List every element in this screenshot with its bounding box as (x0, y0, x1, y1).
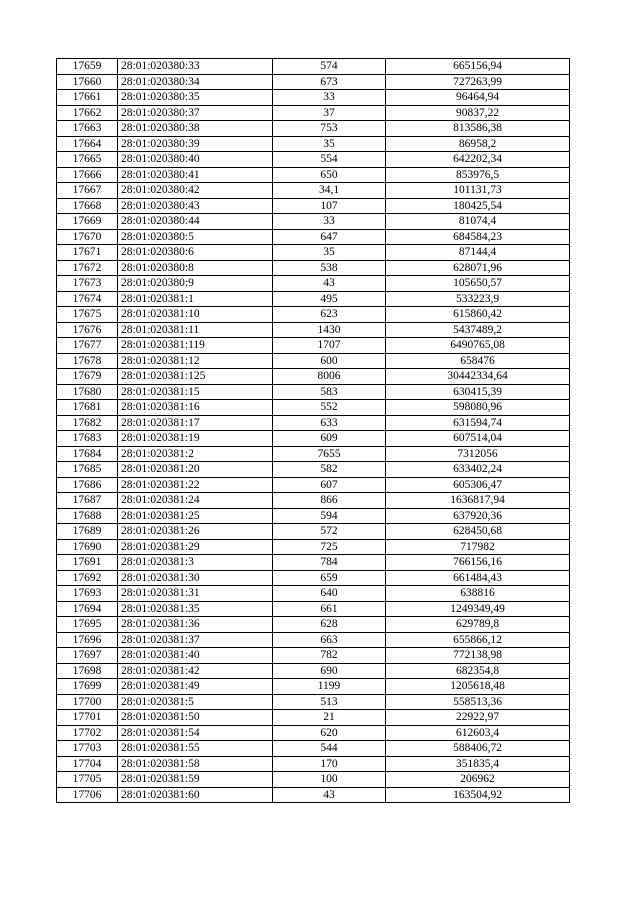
cadastral-value-cell: 655866,12 (386, 632, 570, 648)
row-number-cell: 17693 (57, 586, 118, 602)
table-row (57, 121, 570, 137)
cadastral-number-cell: 28:01:020381:22 (118, 477, 273, 493)
cadastral-number-cell: 28:01:020381:37 (118, 632, 273, 648)
table-row (57, 276, 570, 292)
row-number-cell: 17661 (57, 90, 118, 106)
table-row (57, 384, 570, 400)
cadastral-value-cell: 598080,96 (386, 400, 570, 416)
area-cell: 35 (273, 245, 386, 261)
table-row (57, 493, 570, 509)
cadastral-value-cell: 7312056 (386, 446, 570, 462)
area-cell: 594 (273, 508, 386, 524)
area-cell: 866 (273, 493, 386, 509)
area-cell: 8006 (273, 369, 386, 385)
table-row (57, 136, 570, 152)
cadastral-value-cell: 628450,68 (386, 524, 570, 540)
cadastral-value-cell: 607514,04 (386, 431, 570, 447)
table-row (57, 105, 570, 121)
table-row (57, 772, 570, 788)
row-number-cell: 17705 (57, 772, 118, 788)
row-number-cell: 17678 (57, 353, 118, 369)
area-cell: 725 (273, 539, 386, 555)
area-cell: 170 (273, 756, 386, 772)
area-cell: 513 (273, 694, 386, 710)
cadastral-value-cell: 588406,72 (386, 741, 570, 757)
row-number-cell: 17675 (57, 307, 118, 323)
table-row (57, 539, 570, 555)
cadastral-number-cell: 28:01:020381:12 (118, 353, 273, 369)
cadastral-number-cell: 28:01:020381:36 (118, 617, 273, 633)
cadastral-number-cell: 28:01:020380:39 (118, 136, 273, 152)
row-number-cell: 17677 (57, 338, 118, 354)
cadastral-number-cell: 28:01:020381:16 (118, 400, 273, 416)
row-number-cell: 17692 (57, 570, 118, 586)
table-row (57, 74, 570, 90)
row-number-cell: 17691 (57, 555, 118, 571)
area-cell: 7655 (273, 446, 386, 462)
row-number-cell: 17683 (57, 431, 118, 447)
area-cell: 21 (273, 710, 386, 726)
cadastral-number-cell: 28:01:020381:17 (118, 415, 273, 431)
table-row (57, 756, 570, 772)
cadastral-value-cell: 6490765,08 (386, 338, 570, 354)
row-number-cell: 17699 (57, 679, 118, 695)
cadastral-value-cell: 1636817,94 (386, 493, 570, 509)
cadastral-number-cell: 28:01:020381:24 (118, 493, 273, 509)
table-row (57, 307, 570, 323)
row-number-cell: 17685 (57, 462, 118, 478)
cadastral-number-cell: 28:01:020381:55 (118, 741, 273, 757)
cadastral-number-cell: 28:01:020381:29 (118, 539, 273, 555)
cadastral-number-cell: 28:01:020381:3 (118, 555, 273, 571)
cadastral-value-cell: 772138,98 (386, 648, 570, 664)
cadastral-number-cell: 28:01:020381:20 (118, 462, 273, 478)
cadastral-number-cell: 28:01:020381:1 (118, 291, 273, 307)
area-cell: 607 (273, 477, 386, 493)
area-cell: 552 (273, 400, 386, 416)
area-cell: 640 (273, 586, 386, 602)
cadastral-value-cell: 630415,39 (386, 384, 570, 400)
table-row (57, 632, 570, 648)
table-row (57, 431, 570, 447)
cadastral-value-cell: 5437489,2 (386, 322, 570, 338)
cadastral-number-cell: 28:01:020380:41 (118, 167, 273, 183)
cadastral-number-cell: 28:01:020381:11 (118, 322, 273, 338)
table-row (57, 586, 570, 602)
row-number-cell: 17663 (57, 121, 118, 137)
cadastral-number-cell: 28:01:020380:40 (118, 152, 273, 168)
row-number-cell: 17662 (57, 105, 118, 121)
cadastral-value-cell: 638816 (386, 586, 570, 602)
cadastral-number-cell: 28:01:020380:9 (118, 276, 273, 292)
table-row (57, 446, 570, 462)
area-cell: 753 (273, 121, 386, 137)
area-cell: 33 (273, 214, 386, 230)
area-cell: 37 (273, 105, 386, 121)
table-row (57, 260, 570, 276)
row-number-cell: 17665 (57, 152, 118, 168)
row-number-cell: 17690 (57, 539, 118, 555)
cadastral-value-cell: 665156,94 (386, 59, 570, 75)
cadastral-value-cell: 629789,8 (386, 617, 570, 633)
area-cell: 663 (273, 632, 386, 648)
row-number-cell: 17668 (57, 198, 118, 214)
cadastral-number-cell: 28:01:020381:10 (118, 307, 273, 323)
cadastral-value-cell: 633402,24 (386, 462, 570, 478)
cadastral-value-cell: 628071,96 (386, 260, 570, 276)
cadastral-number-cell: 28:01:020381:15 (118, 384, 273, 400)
area-cell: 782 (273, 648, 386, 664)
cadastral-number-cell: 28:01:020380:44 (118, 214, 273, 230)
cadastral-value-cell: 813586,38 (386, 121, 570, 137)
row-number-cell: 17696 (57, 632, 118, 648)
cadastral-number-cell: 28:01:020380:5 (118, 229, 273, 245)
table-row (57, 570, 570, 586)
cadastral-number-cell: 28:01:020381:42 (118, 663, 273, 679)
cadastral-number-cell: 28:01:020381:50 (118, 710, 273, 726)
table-row (57, 198, 570, 214)
area-cell: 35 (273, 136, 386, 152)
area-cell: 100 (273, 772, 386, 788)
table-row (57, 617, 570, 633)
row-number-cell: 17684 (57, 446, 118, 462)
cadastral-number-cell: 28:01:020380:42 (118, 183, 273, 199)
row-number-cell: 17697 (57, 648, 118, 664)
cadastral-number-cell: 28:01:020380:37 (118, 105, 273, 121)
row-number-cell: 17680 (57, 384, 118, 400)
table-row (57, 353, 570, 369)
table-row (57, 741, 570, 757)
area-cell: 623 (273, 307, 386, 323)
area-cell: 661 (273, 601, 386, 617)
row-number-cell: 17695 (57, 617, 118, 633)
cadastral-value-cell: 86958,2 (386, 136, 570, 152)
cadastral-value-cell: 101131,73 (386, 183, 570, 199)
cadastral-value-cell: 163504,92 (386, 787, 570, 803)
area-cell: 1430 (273, 322, 386, 338)
cadastral-number-cell: 28:01:020380:33 (118, 59, 273, 75)
area-cell: 544 (273, 741, 386, 757)
table-row (57, 601, 570, 617)
cadastral-value-cell: 661484,43 (386, 570, 570, 586)
row-number-cell: 17687 (57, 493, 118, 509)
area-cell: 43 (273, 276, 386, 292)
table-row (57, 524, 570, 540)
cadastral-number-cell: 28:01:020380:34 (118, 74, 273, 90)
table-row (57, 400, 570, 416)
area-cell: 628 (273, 617, 386, 633)
row-number-cell: 17670 (57, 229, 118, 245)
table-row (57, 245, 570, 261)
table-row (57, 508, 570, 524)
row-number-cell: 17702 (57, 725, 118, 741)
row-number-cell: 17698 (57, 663, 118, 679)
cadastral-value-cell: 612603,4 (386, 725, 570, 741)
table-row (57, 725, 570, 741)
table-row (57, 679, 570, 695)
table-row (57, 663, 570, 679)
row-number-cell: 17659 (57, 59, 118, 75)
area-cell: 673 (273, 74, 386, 90)
cadastral-value-cell: 87144,4 (386, 245, 570, 261)
cadastral-number-cell: 28:01:020381:54 (118, 725, 273, 741)
cadastral-value-cell: 637920,36 (386, 508, 570, 524)
table-row (57, 694, 570, 710)
table-row (57, 322, 570, 338)
area-cell: 43 (273, 787, 386, 803)
area-cell: 107 (273, 198, 386, 214)
cadastral-number-cell: 28:01:020381:31 (118, 586, 273, 602)
area-cell: 582 (273, 462, 386, 478)
area-cell: 583 (273, 384, 386, 400)
row-number-cell: 17666 (57, 167, 118, 183)
cadastral-value-cell: 631594,74 (386, 415, 570, 431)
cadastral-number-cell: 28:01:020381:40 (118, 648, 273, 664)
cadastral-number-cell: 28:01:020381:60 (118, 787, 273, 803)
row-number-cell: 17660 (57, 74, 118, 90)
cadastral-number-cell: 28:01:020381:49 (118, 679, 273, 695)
area-cell: 572 (273, 524, 386, 540)
cadastral-value-cell: 90837,22 (386, 105, 570, 121)
area-cell: 1199 (273, 679, 386, 695)
row-number-cell: 17700 (57, 694, 118, 710)
table-body (57, 59, 570, 803)
table-row (57, 214, 570, 230)
area-cell: 647 (273, 229, 386, 245)
table-row (57, 648, 570, 664)
cadastral-value-cell: 766156,16 (386, 555, 570, 571)
cadastral-number-cell: 28:01:020381:125 (118, 369, 273, 385)
area-cell: 538 (273, 260, 386, 276)
table-row (57, 477, 570, 493)
row-number-cell: 17664 (57, 136, 118, 152)
cadastral-number-cell: 28:01:020381:59 (118, 772, 273, 788)
table-row (57, 710, 570, 726)
row-number-cell: 17679 (57, 369, 118, 385)
area-cell: 620 (273, 725, 386, 741)
cadastral-value-cell: 727263,99 (386, 74, 570, 90)
table-row (57, 338, 570, 354)
cadastral-number-cell: 28:01:020380:43 (118, 198, 273, 214)
cadastral-number-cell: 28:01:020381:25 (118, 508, 273, 524)
cadastral-number-cell: 28:01:020380:38 (118, 121, 273, 137)
row-number-cell: 17672 (57, 260, 118, 276)
area-cell: 659 (273, 570, 386, 586)
row-number-cell: 17676 (57, 322, 118, 338)
cadastral-value-cell: 351835,4 (386, 756, 570, 772)
cadastral-number-cell: 28:01:020381:119 (118, 338, 273, 354)
table-row (57, 152, 570, 168)
table-row (57, 555, 570, 571)
cadastral-value-cell: 180425,54 (386, 198, 570, 214)
row-number-cell: 17669 (57, 214, 118, 230)
cadastral-value-cell: 853976,5 (386, 167, 570, 183)
cadastral-number-cell: 28:01:020381:58 (118, 756, 273, 772)
area-cell: 600 (273, 353, 386, 369)
table-row (57, 462, 570, 478)
cadastral-value-cell: 1249349,49 (386, 601, 570, 617)
area-cell: 609 (273, 431, 386, 447)
row-number-cell: 17706 (57, 787, 118, 803)
cadastral-value-cell: 717982 (386, 539, 570, 555)
cadastral-value-cell: 30442334,64 (386, 369, 570, 385)
row-number-cell: 17688 (57, 508, 118, 524)
row-number-cell: 17686 (57, 477, 118, 493)
cadastral-value-cell: 206962 (386, 772, 570, 788)
cadastral-value-cell: 96464,94 (386, 90, 570, 106)
row-number-cell: 17689 (57, 524, 118, 540)
area-cell: 690 (273, 663, 386, 679)
row-number-cell: 17671 (57, 245, 118, 261)
cadastral-number-cell: 28:01:020381:2 (118, 446, 273, 462)
area-cell: 495 (273, 291, 386, 307)
cadastral-value-cell: 81074,4 (386, 214, 570, 230)
row-number-cell: 17703 (57, 741, 118, 757)
cadastral-number-cell: 28:01:020380:35 (118, 90, 273, 106)
area-cell: 633 (273, 415, 386, 431)
table-row (57, 291, 570, 307)
cadastral-number-cell: 28:01:020381:35 (118, 601, 273, 617)
cadastral-value-cell: 105650,57 (386, 276, 570, 292)
cadastral-number-cell: 28:01:020381:30 (118, 570, 273, 586)
cadastral-number-cell: 28:01:020381:19 (118, 431, 273, 447)
table-row (57, 229, 570, 245)
cadastral-value-cell: 684584,23 (386, 229, 570, 245)
cadastral-number-cell: 28:01:020381:26 (118, 524, 273, 540)
row-number-cell: 17682 (57, 415, 118, 431)
cadastral-value-cell: 533223,9 (386, 291, 570, 307)
area-cell: 574 (273, 59, 386, 75)
cadastral-number-cell: 28:01:020380:8 (118, 260, 273, 276)
area-cell: 650 (273, 167, 386, 183)
row-number-cell: 17704 (57, 756, 118, 772)
area-cell: 784 (273, 555, 386, 571)
area-cell: 1707 (273, 338, 386, 354)
row-number-cell: 17674 (57, 291, 118, 307)
cadastral-number-cell: 28:01:020381:5 (118, 694, 273, 710)
cadastral-number-cell: 28:01:020380:6 (118, 245, 273, 261)
table-row (57, 59, 570, 75)
cadastral-value-table (56, 58, 570, 803)
table-row (57, 167, 570, 183)
area-cell: 554 (273, 152, 386, 168)
table-row (57, 415, 570, 431)
table-row (57, 183, 570, 199)
row-number-cell: 17667 (57, 183, 118, 199)
cadastral-value-cell: 605306,47 (386, 477, 570, 493)
area-cell: 34,1 (273, 183, 386, 199)
cadastral-value-cell: 615860,42 (386, 307, 570, 323)
cadastral-value-cell: 558513,36 (386, 694, 570, 710)
cadastral-value-cell: 1205618,48 (386, 679, 570, 695)
cadastral-value-cell: 682354,8 (386, 663, 570, 679)
table-row (57, 787, 570, 803)
row-number-cell: 17701 (57, 710, 118, 726)
row-number-cell: 17681 (57, 400, 118, 416)
row-number-cell: 17694 (57, 601, 118, 617)
table-row (57, 369, 570, 385)
cadastral-value-cell: 22922,97 (386, 710, 570, 726)
cadastral-value-cell: 658476 (386, 353, 570, 369)
table-row (57, 90, 570, 106)
row-number-cell: 17673 (57, 276, 118, 292)
cadastral-value-cell: 642202,34 (386, 152, 570, 168)
area-cell: 33 (273, 90, 386, 106)
